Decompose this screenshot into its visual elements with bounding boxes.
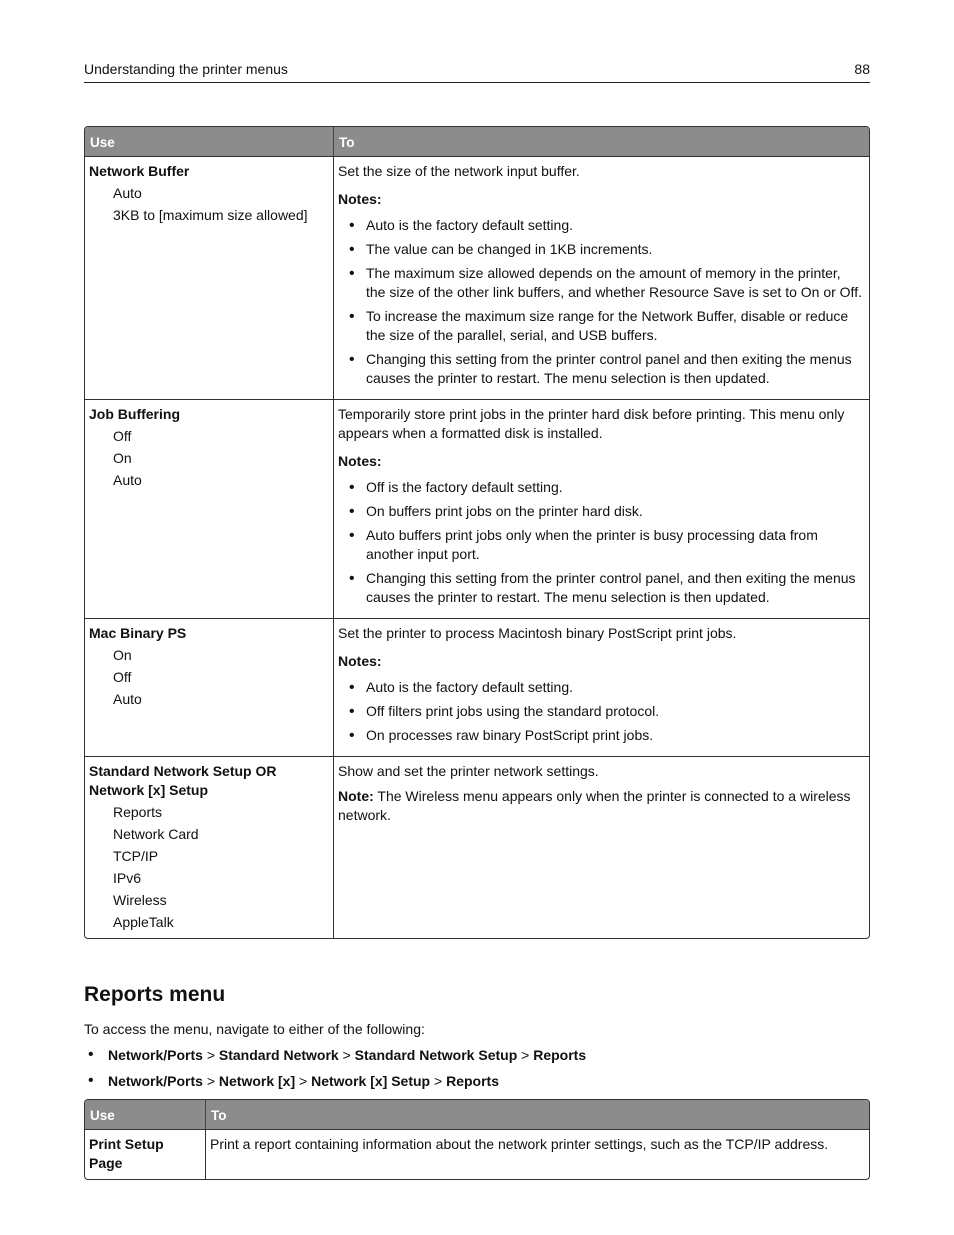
table-header-row [85,1100,869,1129]
path-separator: > [206,1047,215,1063]
intro-text: To access the menu, navigate to either of the following: [84,1021,425,1037]
notes-list [338,478,864,607]
page-number: 88 [854,61,870,77]
menu-option: On [113,647,132,663]
table-row [85,399,869,618]
description: Print a report containing information about the network printer settings, such as the TCP/IP address. [210,1136,829,1152]
path-step: Reports [446,1073,499,1089]
menu-option: Auto [113,185,142,201]
list-item: • On buffers print jobs on the printer hard disk. [338,502,864,521]
navigation-path [84,1045,586,1071]
menu-option: Network Card [113,826,199,842]
path-step: Network [x] Setup [311,1073,431,1089]
menu-item-title: Print Setup Page [89,1136,164,1171]
note-text: The Wireless menu appears only when the printer is connected to a wireless network. [338,788,851,823]
list-item: • Changing this setting from the printer control panel and then exiting the menus causes the printer to restart. The menu selection is then updated. [338,350,864,388]
menu-option: Wireless [113,892,167,908]
list-item: • The maximum size allowed depends on the amount of memory in the printer, the size of the other link buffers, and whether Resource Save is set to On or Off. [338,264,864,302]
menu-option: Off [113,428,132,444]
menu-option: AppleTalk [113,914,174,930]
to-cell [205,1129,869,1179]
to-cell [333,399,869,618]
path-step: Network [x] [218,1073,296,1089]
menu-option: TCP/IP [113,848,159,864]
header-title: Understanding the printer menus [84,61,288,77]
path-step: Network/Ports [108,1047,203,1063]
menu-option: On [113,450,132,466]
list-item: • Auto is the factory default setting. [338,678,864,697]
table-row [85,1129,869,1179]
list-item: • Off filters print jobs using the standard protocol. [338,702,864,721]
menu-option: IPv6 [113,870,142,886]
path-separator: > [206,1073,215,1089]
path-step: Network/Ports [108,1073,203,1089]
notes-label: Notes: [338,453,382,469]
menu-option: 3KB to [maximum size allowed] [113,207,308,223]
notes-label: Notes: [338,653,382,669]
use-cell [85,618,333,756]
list-item: • Off is the factory default setting. [338,478,864,497]
menu-item-title: Job Buffering [89,406,180,422]
use-cell [85,399,333,618]
description: Set the size of the network input buffer. [338,163,580,179]
list-item: • Auto buffers print jobs only when the printer is busy processing data from another input port. [338,526,864,564]
table-header-row [85,127,869,156]
to-cell [333,756,869,938]
menu-option: Off [113,669,132,685]
page-header [84,60,870,83]
list-item: • To increase the maximum size range for the Network Buffer, disable or reduce the size of the parallel, serial, and USB buffers. [338,307,864,345]
menu-option: Auto [113,472,142,488]
column-header-to: To [205,1100,869,1129]
notes-list [338,216,864,388]
use-cell [85,156,333,399]
note-label: Note: [338,788,374,804]
list-item: • The value can be changed in 1KB increments. [338,240,864,259]
path-separator: > [342,1047,351,1063]
path-step: Standard Network [218,1047,339,1063]
path-separator: > [299,1073,308,1089]
table-row [85,618,869,756]
to-cell [333,156,869,399]
menu-option: Auto [113,691,142,707]
table-row [85,756,869,938]
to-cell [333,618,869,756]
path-separator: > [434,1073,443,1089]
list-item: • Auto is the factory default setting. [338,216,864,235]
description: Temporarily store print jobs in the printer hard disk before printing. This menu only appears when a formatted disk is installed. [338,406,845,441]
path-step: Reports [533,1047,587,1063]
notes-list [338,678,864,745]
column-header-use: Use [85,1100,205,1129]
path-step: Standard Network Setup [354,1047,518,1063]
note [338,787,864,825]
use-cell [85,1129,205,1179]
path-separator: > [521,1047,530,1063]
menu-item-title: Network Buffer [89,163,190,179]
menu-item-title: Standard Network Setup OR Network [x] Setup [89,763,277,798]
list-item: • Changing this setting from the printer control panel, and then exiting the menus causes the printer to restart. The menu selection is then updated. [338,569,864,607]
table-row [85,156,869,399]
menu-item-title: Mac Binary PS [89,625,187,641]
network-menu-table [84,126,870,939]
reports-menu-table [84,1099,870,1180]
list-item: • On processes raw binary PostScript print jobs. [338,726,864,745]
section-heading: Reports menu [84,983,226,1006]
use-cell [85,756,333,938]
menu-option: Reports [113,804,163,820]
notes-label: Notes: [338,191,382,207]
description: Show and set the printer network settings. [338,763,599,779]
column-header-use: Use [85,127,333,156]
description: Set the printer to process Macintosh binary PostScript print jobs. [338,625,737,641]
navigation-paths [84,1045,586,1097]
column-header-to: To [333,127,869,156]
navigation-path [84,1071,586,1097]
